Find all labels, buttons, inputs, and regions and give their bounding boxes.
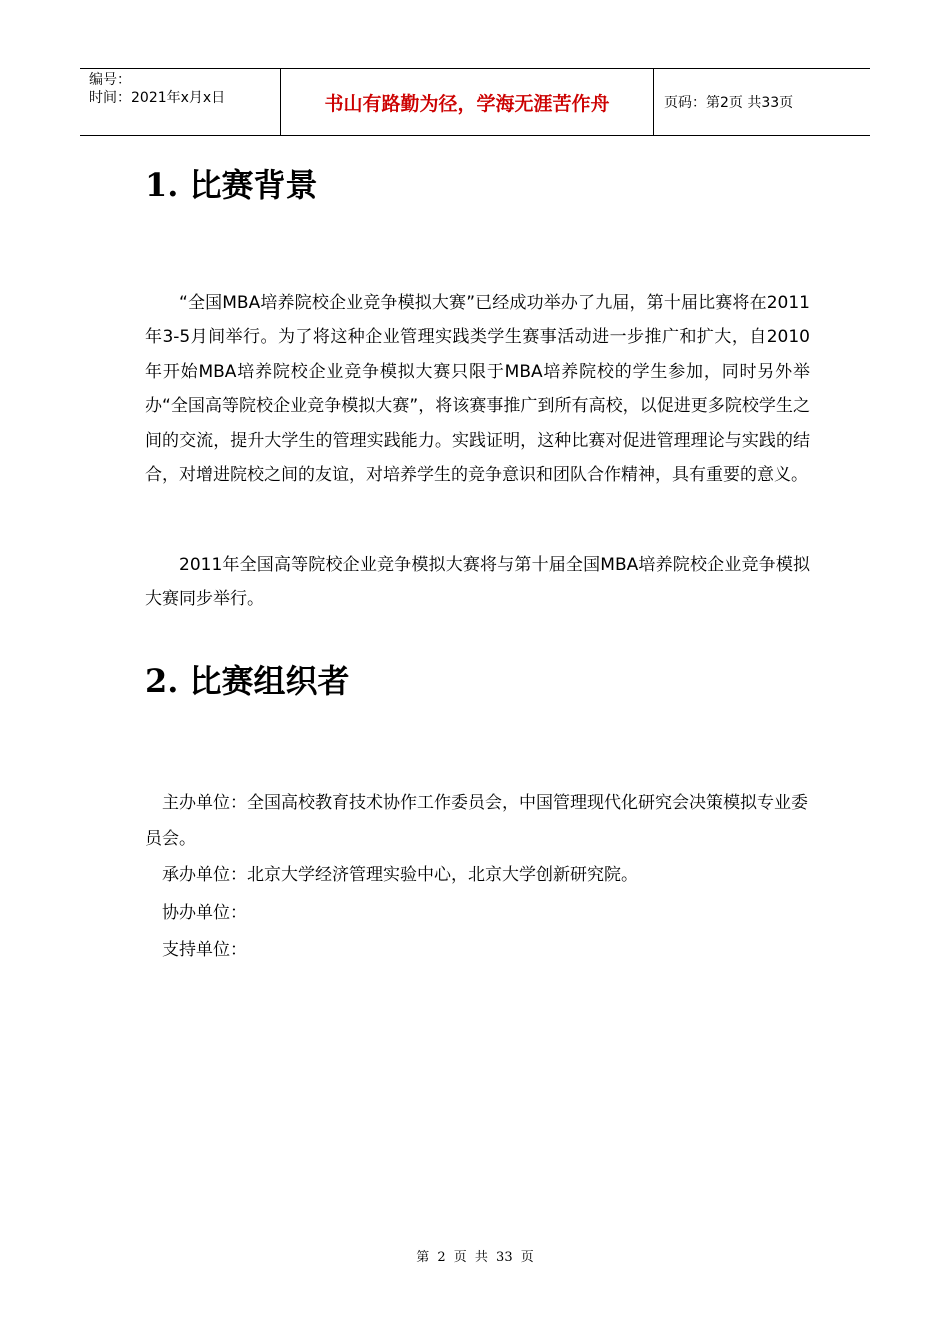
header-page-cell	[654, 69, 871, 136]
co-organizer-line: 协办单位：	[162, 903, 247, 923]
page-footer: 第 2 页 共 33 页	[416, 1250, 534, 1265]
background-paragraph-2: 2011年全国高等院校企业竞争模拟大赛将与第十届全国MBA培养院校企业竞争模拟大赛同步举行。	[145, 555, 810, 610]
header-motto-cell	[281, 69, 654, 136]
organizer-line: 主办单位：全国高校教育技术协作工作委员会，中国管理现代化研究会决策模拟专业委员会。	[145, 793, 808, 849]
time-label: 时间：2021年x月x日	[89, 90, 226, 106]
undertaker-line: 承办单位：北京大学经济管理实验中心，北京大学创新研究院。	[162, 865, 638, 885]
page-info: 页码：第2页 共33页	[664, 95, 794, 111]
supporter-line: 支持单位：	[162, 940, 247, 960]
header-table	[80, 68, 870, 136]
section-heading-background: 1. 比赛背景	[145, 166, 318, 204]
section-heading-organizers: 2. 比赛组织者	[145, 662, 350, 700]
motto: 书山有路勤为径，学海无涯苦作舟	[324, 92, 610, 115]
background-paragraph-1: “全国MBA培养院校企业竞争模拟大赛”已经成功举办了九届，第十届比赛将在2011年3-5月间举行。为了将这种企业管理实践类学生赛事活动进一步推广和扩大，自2010年开始MBA培养院校企业竞争模拟大赛只限于MBA培养院校的学生参加，同时另外举办“全国高等院校企业竞争模拟大赛”，将该赛事推广到所有高校，以促进更多院校学生之间的交流，提升大学生的管理实践能力。实践证明，这种比赛对促进管理理论与实践的结合，对增进院校之间的友谊，对培养学生的竞争意识和团队合作精神，具有重要的意义。	[145, 293, 810, 486]
header-meta-cell	[80, 69, 281, 136]
serial-label: 编号：	[89, 72, 131, 88]
